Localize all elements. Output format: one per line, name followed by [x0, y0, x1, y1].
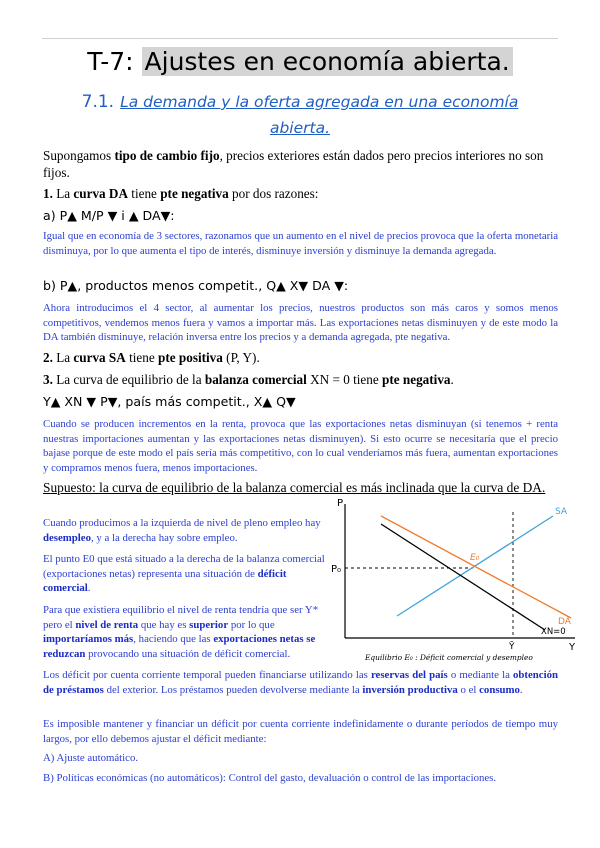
left-2-text-end: .	[87, 582, 91, 595]
point-3-explanation: Cuando se producen incrementos en la renta, provoca que las exportaciones netas disminuyan (si tenemos + renta nuestras importaciones aumentan y las exportaciones netas disminuyen). Si esto ocurre se necesitaría que el precio bajase porque de este modo el país sería más competitivo, con lo cual venderíamos más fuera, aumentan exportaciones y compramos menos fuera, menos importaciones.	[43, 418, 558, 474]
point-3-number: 3.	[43, 372, 53, 387]
point-2	[43, 349, 558, 366]
intro-paragraph	[43, 147, 558, 181]
point-1	[43, 185, 558, 202]
xn-curve	[381, 524, 545, 630]
sa-label: SA	[555, 507, 568, 517]
left-3-text-4: , haciendo que las	[133, 633, 214, 646]
left-2-bold: déficit comercial	[43, 567, 287, 595]
ybar-label: Ȳ	[509, 642, 515, 652]
section-heading	[60, 89, 540, 141]
deficit-text-4: o el	[457, 683, 480, 696]
deficit-paragraph	[43, 668, 558, 697]
left-1-bold: desempleo	[43, 531, 91, 544]
xn-label: XN=0	[541, 627, 566, 637]
point-1-text-3: por dos razones:	[228, 186, 319, 201]
point-2-text-2: tiene	[125, 350, 159, 365]
point-2-text-3: (P, Y).	[222, 350, 260, 365]
left-1-text-end: , y a la derecha hay sobre empleo.	[90, 531, 238, 544]
deficit-text-2: o mediante la	[447, 669, 513, 681]
point-3-text: La curva de equilibrio de la	[52, 372, 205, 387]
section-title: La demanda y la oferta agregada en una economía abierta.	[120, 93, 519, 137]
p0-label: P₀	[331, 564, 342, 575]
left-3-text-2: que hay es	[138, 618, 190, 631]
point-a-explanation: Igual que en economía de 3 sectores, razonamos que un aumento en el nivel de precios provoca que la oferta monetaria disminuya, por lo que aumenta el tipo de interés, disminuye inversión y disminuye la demanda agregada.	[43, 230, 558, 257]
deficit-bold: reservas del país	[370, 669, 448, 681]
point-1-text: La	[52, 186, 74, 201]
axis-y-label: Y	[569, 642, 576, 653]
left-3-bold-3: importaríamos más	[43, 633, 134, 646]
deficit-bold-4: consumo	[479, 683, 520, 696]
point-b-explanation: Ahora introducimos el 4 sector, al aumentar los precios, nuestros productos son más caros y somos menos competitivos, vendemos menos fuera y vamos a importar más. Las exportaciones netas disminuyen y de este modo la DA también disminuye, relación inversa entre los precios y a demanda agregada, pte negativa.	[43, 302, 558, 344]
point-3-text-2: XN = 0 tiene	[306, 372, 383, 387]
point-1-bold-2: pte negativa	[160, 186, 229, 201]
deficit-text: Los déficit por cuenta corriente temporal pueden financiarse utilizando las	[43, 669, 371, 681]
intro-text-end: , precios exteriores están dados pero precios interiores no son fijos.	[43, 148, 544, 180]
page-title	[0, 44, 600, 80]
point-2-bold: curva SA	[73, 350, 126, 365]
left-3-text-3: por lo que	[228, 618, 275, 631]
point-1-text-2: tiene	[127, 186, 161, 201]
top-rule	[42, 38, 558, 39]
point-a-label: a) P▲ M/P ▼ i ▲ DA▼:	[43, 208, 175, 223]
title-main: Ajustes en economía abierta.	[142, 47, 513, 76]
intro-text: Supongamos	[43, 148, 115, 163]
intro-bold: tipo de cambio fijo	[114, 148, 220, 163]
point-2-bold-2: pte positiva	[158, 350, 223, 365]
point-3-bold: balanza comercial	[204, 372, 307, 387]
point-3	[43, 371, 558, 388]
left-3-bold-4: exportaciones netas se reduzcan	[43, 633, 316, 660]
title-prefix: T-7:	[87, 47, 134, 76]
option-b: B) Políticas económicas (no automáticos): Control del gasto, devaluación o control de las importaciones.	[43, 772, 497, 784]
left-col-para-2	[43, 552, 330, 596]
equilibrium-graph	[333, 494, 578, 666]
left-2-text: El punto E0 que está situado a la derecha de la balanza comercial (exportaciones netas) representa una situación de	[43, 553, 325, 580]
e0-label: E₀	[470, 553, 480, 563]
point-1-bold: curva DA	[73, 186, 128, 201]
point-2-number: 2.	[43, 350, 53, 365]
point-3-text-3: .	[450, 372, 454, 387]
da-curve	[381, 516, 571, 618]
point-3-bold-2: pte negativa	[382, 372, 451, 387]
left-3-text-end: provocando una situación de déficit comercial.	[85, 647, 291, 660]
deficit-text-end: .	[519, 683, 523, 696]
deficit-text-3: del exterior. Los préstamos pueden devolverse mediante la	[103, 683, 363, 696]
deficit-bold-3: inversión productiva	[362, 683, 458, 696]
supuesto-heading: Supuesto: la curva de equilibrio de la balanza comercial es más inclinada que la curva de DA.	[43, 480, 546, 495]
point-b-label: b) P▲, productos menos competit., Q▲ X▼ DA ▼:	[43, 278, 349, 293]
imposible-paragraph: Es imposible mantener y financiar un déficit por cuenta corriente indefinidamente o durante períodos de tiempo muy largos, por ello debemos ajustar el déficit mediante:	[43, 718, 558, 745]
left-3-bold-2: superior	[189, 618, 229, 631]
option-a: A) Ajuste automático.	[43, 752, 139, 764]
da-label: DA	[558, 617, 571, 627]
point-3-chain: Y▲ XN ▼ P▼, país más competit., X▲ Q▼	[43, 394, 296, 409]
axis-p-label: P	[337, 498, 344, 509]
point-2-text: La	[52, 350, 74, 365]
graph-caption: Equilibrio E₀ : Déficit comercial y desempleo	[365, 653, 533, 662]
section-number: 7.1.	[81, 92, 115, 112]
deficit-bold-2: obtención de préstamos	[43, 669, 558, 696]
left-3-text: Para que existiera equilibrio el nivel de renta tendría que ser Y* pero el	[43, 604, 319, 631]
point-1-number: 1.	[43, 186, 53, 201]
left-3-bold: nivel de renta	[75, 618, 139, 631]
left-col-para-1	[43, 516, 330, 545]
left-1-text: Cuando producimos a la izquierda de nivel de pleno empleo hay	[43, 517, 321, 529]
left-col-para-3	[43, 603, 330, 661]
